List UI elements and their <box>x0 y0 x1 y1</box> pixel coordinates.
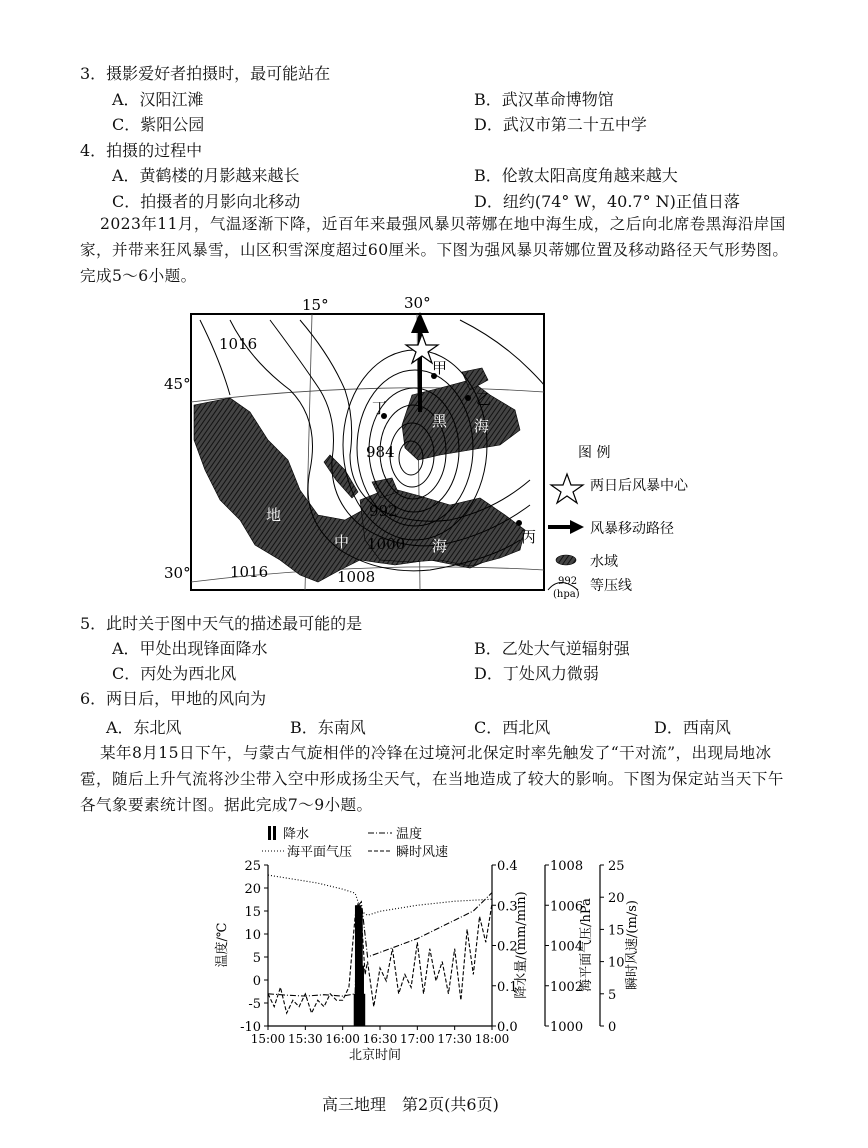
pressure-axis-title: 海平面气压/hPa <box>579 898 594 992</box>
q3-option-d: D．武汉市第二十五中学 <box>474 115 647 134</box>
passage-dry-convection <box>80 740 795 818</box>
precip-tick-label: 0.3 <box>497 899 518 915</box>
legend-storm-path: 风暴移动路径 <box>590 521 674 537</box>
marker-bing <box>516 520 522 526</box>
q3-stem: 3．摄影爱好者拍摄时，最可能站在 <box>80 64 331 83</box>
water-label-zhong: 中 <box>334 533 350 551</box>
wind-tick-label: 20 <box>608 891 625 907</box>
time-tick-label: 17:30 <box>437 1032 472 1046</box>
isobar-label-1016-bottom: 1016 <box>230 563 269 581</box>
time-tick-label: 17:00 <box>400 1032 435 1046</box>
x-axis-title: 北京时间 <box>348 1048 402 1063</box>
water-label-di: 地 <box>266 506 282 524</box>
legend-wind-label: 瞬时风速 <box>396 845 449 860</box>
q5-option-a: A．甲处出现锋面降水 <box>112 639 268 658</box>
isobar-label-1000: 1000 <box>367 535 406 553</box>
legend-isobar: 等压线 <box>590 578 632 594</box>
wind-tick-label: 10 <box>608 955 625 971</box>
legend-storm-center: 两日后风暴中心 <box>590 478 688 494</box>
time-tick-label: 15:30 <box>288 1032 323 1046</box>
series-wind-line <box>268 904 492 1013</box>
temp-tick-label: 25 <box>244 859 261 874</box>
isobar-label-984: 984 <box>366 443 395 461</box>
temp-tick-label: 10 <box>244 928 261 943</box>
q3-option-b: B．武汉革命博物馆 <box>474 90 614 109</box>
temp-tick-label: -5 <box>248 997 261 1012</box>
q4-option-a: A．黄鹤楼的月影越来越长 <box>112 166 300 185</box>
map-legend <box>548 445 689 600</box>
pressure-tick-label: 1006 <box>550 899 584 915</box>
legend-pressure-label: 海平面气压 <box>287 845 353 860</box>
isobar-label-1008: 1008 <box>337 568 376 586</box>
wind-tick-label: 5 <box>608 987 617 1003</box>
lon-label-15: 15° <box>302 296 329 314</box>
temp-axis-title: 温度/℃ <box>215 922 230 968</box>
q6-option-a: A．东北风 <box>106 718 182 737</box>
series-pressure-line <box>268 875 492 915</box>
q5-option-d: D．丁处风力微弱 <box>474 664 599 683</box>
legend-precip-bar <box>268 826 271 840</box>
legend-isobar-unit: (hpa) <box>553 589 580 600</box>
precip-bar <box>362 994 365 1026</box>
temp-tick-label: 20 <box>244 882 261 897</box>
water-label-hai-med: 海 <box>432 537 448 555</box>
q6-option-b: B．东南风 <box>290 718 366 737</box>
q6-option-c: C．西北风 <box>474 718 551 737</box>
marker-yi <box>465 395 471 401</box>
place-label-bing: 丙 <box>521 528 537 546</box>
q3-option-c: C．紫阳公园 <box>112 115 205 134</box>
q5-stem: 5．此时关于图中天气的描述最可能的是 <box>80 614 363 633</box>
precip-tick-label: 0.4 <box>497 859 518 874</box>
legend-water-icon <box>556 555 576 565</box>
legend-isobar-value: 992 <box>558 576 578 587</box>
isobar-label-1016-top: 1016 <box>219 335 258 353</box>
lat-label-45: 45° <box>164 375 191 393</box>
q4-stem: 4．拍摄的过程中 <box>80 141 203 160</box>
time-tick-label: 15:00 <box>250 1032 286 1046</box>
place-label-ding: 丁 <box>372 399 388 417</box>
precip-tick-label: 0.0 <box>497 1020 518 1035</box>
lat-label-30: 30° <box>164 564 191 582</box>
pressure-tick-label: 1004 <box>550 939 584 955</box>
water-label-hai-black: 海 <box>474 417 490 435</box>
q6-stem: 6．两日后，甲地的风向为 <box>80 689 267 708</box>
time-tick-label: 16:00 <box>325 1032 360 1046</box>
met-chart <box>0 820 868 1070</box>
precip-tick-label: 0.2 <box>497 939 518 955</box>
temp-tick-label: 0 <box>252 974 261 989</box>
temp-tick-label: 5 <box>252 951 261 966</box>
time-tick-label: 16:30 <box>362 1032 398 1046</box>
legend-precip-bar-2 <box>273 826 276 840</box>
page-footer: 高三地理 第2页(共6页) <box>322 1095 499 1114</box>
place-label-yi: 乙 <box>476 390 492 408</box>
time-tick-label: 18:00 <box>474 1032 510 1046</box>
q4-option-b: B．伦敦太阳高度角越来越大 <box>474 166 678 185</box>
legend-precip-label: 降水 <box>283 827 310 842</box>
legend-title: 图 例 <box>578 445 611 461</box>
q5-option-c: C．丙处为西北风 <box>112 664 237 683</box>
pressure-tick-label: 1002 <box>550 979 584 995</box>
q6-option-d: D．西南风 <box>654 718 731 737</box>
wind-tick-label: 15 <box>608 923 625 939</box>
precip-axis-title: 降水量/(mm/min) <box>514 891 529 999</box>
legend-temp-label: 温度 <box>396 827 423 842</box>
q3-option-a: A．汉阳江滩 <box>112 90 204 109</box>
wind-tick-label: 0 <box>608 1020 617 1035</box>
legend-star-icon <box>551 474 583 503</box>
legend-water: 水域 <box>590 554 618 570</box>
wind-axis-title: 瞬时风速/(m/s) <box>625 900 640 990</box>
water-label-hei: 黑 <box>432 412 448 430</box>
q4-option-c: C．拍摄者的月影向北移动 <box>112 192 301 211</box>
passage-dry-convection-text: 某年8月15日下午，与蒙古气旋相伴的冷锋在过境河北保定时率先触发了“干对流”，出现局地冰雹，随后上升气流将沙尘带入空中形成扬尘天气，在当地造成了较大的影响。下图为保定站当天下午各气象要素统计图。据此完成7～9小题。 <box>80 744 784 814</box>
passage-storm <box>80 211 795 289</box>
passage-storm-text: 2023年11月，气温逐渐下降，近百年来最强风暴贝蒂娜在地中海生成，之后向北席卷黑海沿岸国家，并带来狂风暴雪，山区积雪深度超过60厘米。下图为强风暴贝蒂娜位置及移动路径天气形势图。完成5～6小题。 <box>80 215 789 285</box>
temp-tick-label: -10 <box>240 1020 261 1035</box>
pressure-tick-label: 1000 <box>550 1020 584 1035</box>
pressure-tick-label: 1008 <box>550 859 584 874</box>
temp-tick-label: 15 <box>244 905 261 920</box>
isobar-label-992: 992 <box>369 502 398 520</box>
lon-label-30: 30° <box>404 294 431 312</box>
wind-tick-label: 25 <box>608 859 625 874</box>
q5-option-b: B．乙处大气逆辐射强 <box>474 639 630 658</box>
weather-map <box>0 290 868 605</box>
precip-tick-label: 0.1 <box>497 979 518 995</box>
place-label-jia: 甲 <box>432 359 448 377</box>
q4-option-d: D．纽约(74° W，40.7° N)正值日落 <box>474 192 740 211</box>
